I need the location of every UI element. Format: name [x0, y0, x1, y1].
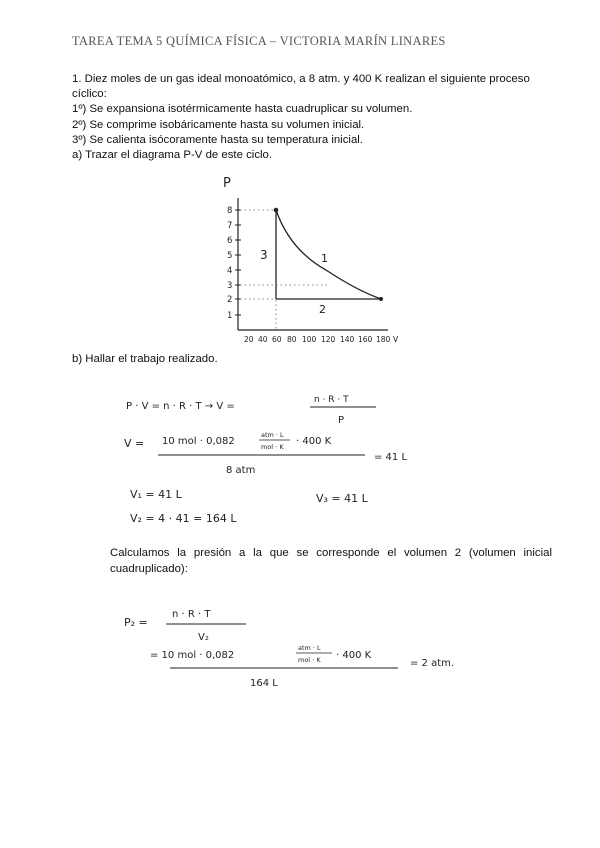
equation-pressure: [124, 609, 454, 689]
p-tick-label: 6: [227, 236, 233, 246]
problem-step-1: 1º) Se expansiona isotérmicamente hasta cuadruplicar su volumen.: [72, 103, 413, 116]
eq1-left: P · V = n · R · T → V =: [126, 401, 235, 412]
p2-numerator-values: = 10 mol · 0,082: [150, 650, 235, 661]
v-tick-label: 60: [272, 335, 282, 344]
p2-result: = 2 atm.: [410, 658, 455, 669]
p2-unit-top: atm · L: [298, 644, 321, 652]
pressure-paragraph: Calculamos la presión a la que se corresponde el volumen 2 (volumen inicial cuadruplicado):: [110, 547, 552, 575]
v-tick-label: 40: [258, 335, 268, 344]
problem-line-1: 1. Diez moles de un gas ideal monoatómico, a 8 atm. y 400 K realizan el siguiente proceso: [72, 73, 530, 85]
eq2-numerator: 10 mol · 0,082: [162, 436, 235, 447]
document-header: TAREA TEMA 5 QUÍMICA FÍSICA – VICTORIA MARÍN LINARES: [72, 34, 446, 48]
eq2-result: = 41 L: [374, 452, 408, 463]
problem-line-2: cíclico:: [72, 88, 107, 101]
isothermal-curve: [276, 210, 381, 299]
eq2-temperature: · 400 K: [296, 436, 332, 447]
problem-step-2: 2º) Se comprime isobáricamente hasta su volumen inicial.: [72, 118, 365, 131]
v-tick-label: 100: [302, 335, 317, 344]
eq2-denominator: 8 atm: [226, 465, 256, 476]
p2-unit-bottom: mol · K: [298, 656, 321, 664]
v1-value: V₁ = 41 L: [130, 488, 182, 501]
p-tick-label: 5: [227, 251, 233, 261]
p2-denominator: V₂: [198, 632, 209, 643]
process-label-3: 3: [260, 248, 268, 262]
v-axis-label: V: [393, 335, 399, 344]
eq2-unit-top: atm · L: [261, 431, 284, 439]
v-tick-label: 160: [358, 335, 373, 344]
p-tick-label: 7: [227, 221, 233, 231]
part-b-label: b) Hallar el trabajo realizado.: [72, 353, 218, 365]
p-tick-label: 4: [227, 266, 233, 276]
p2-lhs: P₂ =: [124, 616, 148, 629]
v-tick-label: 180: [376, 335, 391, 344]
v-tick-label: 120: [321, 335, 336, 344]
p-tick-label: 3: [227, 281, 233, 291]
eq1-denominator: P: [338, 415, 345, 426]
p-axis-label: P: [223, 176, 231, 191]
v2-value: V₂ = 4 · 41 = 164 L: [130, 512, 237, 525]
v-tick-label: 20: [244, 335, 254, 344]
eq1-numerator: n · R · T: [314, 395, 349, 405]
problem-part-a: a) Trazar el diagrama P-V de este ciclo.: [72, 149, 273, 162]
p-tick-label: 1: [227, 311, 233, 321]
p-tick-label: 8: [227, 206, 233, 216]
p2-numerator: n · R · T: [172, 609, 211, 620]
process-label-2: 2: [319, 303, 326, 316]
v-tick-label: 80: [287, 335, 297, 344]
pv-diagram: [223, 176, 399, 344]
v-tick-label: 140: [340, 335, 355, 344]
v3-value: V₃ = 41 L: [316, 492, 368, 505]
equation-volume: [124, 431, 407, 476]
eq2-lhs: V =: [124, 437, 145, 450]
equation-ideal-gas: [126, 395, 376, 426]
p2-temperature: · 400 K: [336, 650, 372, 661]
process-label-1: 1: [321, 252, 328, 265]
eq2-unit-bottom: mol · K: [261, 443, 284, 451]
problem-step-3: 3º) Se calienta isócoramente hasta su temperatura inicial.: [72, 133, 363, 146]
p-tick-label: 2: [227, 295, 233, 305]
p2-denominator-values: 164 L: [250, 678, 278, 689]
